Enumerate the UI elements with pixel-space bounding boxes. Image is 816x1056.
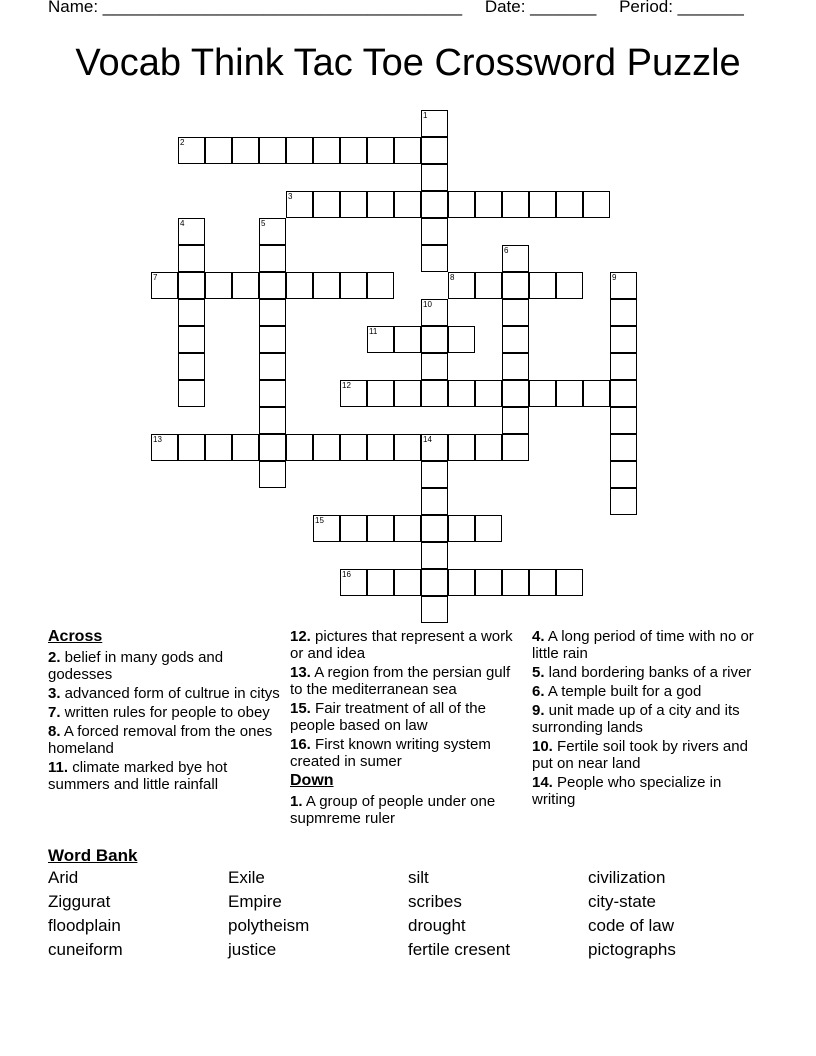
cell-number: 10 xyxy=(423,300,432,309)
clue-item xyxy=(532,774,764,808)
clue-text: A forced removal from the ones homeland xyxy=(48,723,273,757)
clue-item xyxy=(48,685,280,702)
crossword-cell[interactable] xyxy=(340,515,367,542)
cell-number: 2 xyxy=(180,138,185,147)
crossword-cell[interactable] xyxy=(367,326,394,353)
crossword-cell[interactable] xyxy=(340,380,367,407)
clue-item xyxy=(290,664,522,698)
crossword-cell[interactable] xyxy=(421,515,448,542)
crossword-cell[interactable] xyxy=(232,137,259,164)
crossword-cell[interactable] xyxy=(475,191,502,218)
clue-item xyxy=(290,628,522,662)
crossword-cell[interactable] xyxy=(556,272,583,299)
crossword-cell[interactable] xyxy=(502,434,529,461)
crossword-cell[interactable] xyxy=(610,380,637,407)
clue-number: 2. xyxy=(48,649,61,666)
page-title: Vocab Think Tac Toe Crossword Puzzle xyxy=(75,42,741,84)
crossword-cell[interactable] xyxy=(610,461,637,488)
crossword-cell[interactable] xyxy=(394,515,421,542)
clue-text: A group of people under one supmreme ruler xyxy=(290,793,496,827)
clue-text: land bordering banks of a river xyxy=(544,664,752,681)
crossword-cell[interactable] xyxy=(448,569,475,596)
clue-number: 15. xyxy=(290,700,311,717)
crossword-cell[interactable] xyxy=(556,380,583,407)
crossword-cell[interactable] xyxy=(448,515,475,542)
crossword-cell[interactable] xyxy=(151,272,178,299)
word-bank-item: floodplain xyxy=(48,916,121,935)
clue-text: First known writing system created in sumer xyxy=(290,736,491,770)
clue-text: written rules for people to obey xyxy=(60,704,270,721)
crossword-cell[interactable] xyxy=(421,434,448,461)
crossword-cell[interactable] xyxy=(232,434,259,461)
crossword-cell[interactable] xyxy=(583,380,610,407)
word-bank-item: silt xyxy=(408,868,429,887)
clue-item xyxy=(48,704,280,721)
crossword-cell[interactable] xyxy=(421,245,448,272)
crossword-cell[interactable] xyxy=(313,191,340,218)
clue-item xyxy=(290,736,522,770)
crossword-cell[interactable] xyxy=(421,461,448,488)
clue-text: pictures that represent a work or and idea xyxy=(290,628,513,662)
clue-number: 14. xyxy=(532,774,553,791)
crossword-cell[interactable] xyxy=(394,137,421,164)
crossword-cell[interactable] xyxy=(421,164,448,191)
crossword-cell[interactable] xyxy=(313,515,340,542)
crossword-cell[interactable] xyxy=(502,569,529,596)
word-bank-item: Arid xyxy=(48,868,79,887)
crossword-cell[interactable] xyxy=(367,569,394,596)
crossword-cell[interactable] xyxy=(286,137,313,164)
clue-text: A long period of time with no or little rain xyxy=(532,628,754,662)
word-bank-item: Ziggurat xyxy=(48,892,111,911)
crossword-cell[interactable] xyxy=(502,245,529,272)
cell-number: 11 xyxy=(369,327,378,336)
crossword-cell[interactable] xyxy=(259,218,286,245)
cell-number: 1 xyxy=(423,111,428,120)
crossword-cell[interactable] xyxy=(556,569,583,596)
crossword-cell[interactable] xyxy=(178,137,205,164)
clue-item xyxy=(48,723,280,757)
clue-number: 7. xyxy=(48,704,61,721)
crossword-cell[interactable] xyxy=(178,218,205,245)
clue-item xyxy=(48,759,280,793)
crossword-cell[interactable] xyxy=(178,245,205,272)
cell-number: 14 xyxy=(423,435,432,444)
crossword-cell[interactable] xyxy=(448,191,475,218)
cell-number: 15 xyxy=(315,516,324,525)
crossword-cell[interactable] xyxy=(178,353,205,380)
cell-number: 5 xyxy=(261,219,266,228)
clue-number: 1. xyxy=(290,793,303,810)
cell-number: 9 xyxy=(612,273,617,282)
crossword-cell[interactable] xyxy=(529,272,556,299)
word-bank-item: pictographs xyxy=(588,940,676,959)
crossword-cell[interactable] xyxy=(313,137,340,164)
across-heading: Across xyxy=(48,628,103,645)
word-bank-item: Empire xyxy=(228,892,282,911)
clue-item xyxy=(532,702,764,736)
crossword-cell[interactable] xyxy=(529,569,556,596)
crossword-cell[interactable] xyxy=(583,191,610,218)
cell-number: 6 xyxy=(504,246,509,255)
crossword-cell[interactable] xyxy=(205,272,232,299)
date-field[interactable]: Date: _______ xyxy=(484,0,597,16)
crossword-cell[interactable] xyxy=(286,272,313,299)
crossword-cell[interactable] xyxy=(529,380,556,407)
clue-item xyxy=(290,793,522,827)
crossword-cell[interactable] xyxy=(367,434,394,461)
crossword-cell[interactable] xyxy=(475,434,502,461)
clues-column-3 xyxy=(532,628,764,810)
period-field[interactable]: Period: _______ xyxy=(619,0,744,16)
crossword-cell[interactable] xyxy=(502,380,529,407)
clue-number: 16. xyxy=(290,736,311,753)
crossword-cell[interactable] xyxy=(394,434,421,461)
word-bank-item: polytheism xyxy=(228,916,310,935)
cell-number: 7 xyxy=(153,273,158,282)
crossword-cell[interactable] xyxy=(178,380,205,407)
down-heading: Down xyxy=(290,772,334,789)
word-bank-item: fertile cresent xyxy=(408,940,511,959)
crossword-cell[interactable] xyxy=(259,245,286,272)
crossword-cell[interactable] xyxy=(421,488,448,515)
crossword-cell[interactable] xyxy=(556,191,583,218)
crossword-cell[interactable] xyxy=(502,272,529,299)
clue-number: 5. xyxy=(532,664,545,681)
crossword-cell[interactable] xyxy=(475,272,502,299)
cell-number: 12 xyxy=(342,381,351,390)
crossword-cell[interactable] xyxy=(448,434,475,461)
cell-number: 13 xyxy=(153,435,162,444)
crossword-cell[interactable] xyxy=(502,353,529,380)
crossword-cell[interactable] xyxy=(448,380,475,407)
crossword-cell[interactable] xyxy=(421,137,448,164)
clue-item xyxy=(290,700,522,734)
clue-number: 3. xyxy=(48,685,61,702)
clue-text: Fertile soil took by rivers and put on near land xyxy=(532,738,748,772)
clue-text: unit made up of a city and its surronding lands xyxy=(532,702,740,736)
crossword-cell[interactable] xyxy=(340,137,367,164)
clue-item xyxy=(532,628,764,662)
crossword-cell[interactable] xyxy=(610,353,637,380)
clue-item xyxy=(532,664,764,681)
crossword-cell[interactable] xyxy=(286,191,313,218)
clue-item xyxy=(532,683,764,700)
crossword-cell[interactable] xyxy=(259,407,286,434)
word-bank-item: Exile xyxy=(228,868,265,887)
word-bank-item: civilization xyxy=(588,868,666,887)
clue-number: 11. xyxy=(48,759,69,776)
crossword-cell[interactable] xyxy=(313,434,340,461)
clue-text: belief in many gods and godesses xyxy=(48,649,224,683)
crossword-cell[interactable] xyxy=(367,191,394,218)
crossword-cell[interactable] xyxy=(259,461,286,488)
crossword-cell[interactable] xyxy=(259,137,286,164)
crossword-cell[interactable] xyxy=(205,137,232,164)
crossword-cell[interactable] xyxy=(475,515,502,542)
crossword-cell[interactable] xyxy=(421,353,448,380)
crossword-cell[interactable] xyxy=(448,326,475,353)
clue-text: climate marked bye hot summers and little rainfall xyxy=(48,759,228,793)
crossword-cell[interactable] xyxy=(394,326,421,353)
crossword-cell[interactable] xyxy=(340,272,367,299)
crossword-cell[interactable] xyxy=(502,191,529,218)
crossword-cell[interactable] xyxy=(421,596,448,623)
cell-number: 16 xyxy=(342,570,351,579)
clues-column-2 xyxy=(290,628,522,829)
crossword-cell[interactable] xyxy=(421,191,448,218)
cell-number: 4 xyxy=(180,219,185,228)
crossword-cell[interactable] xyxy=(610,407,637,434)
crossword-cell[interactable] xyxy=(394,380,421,407)
crossword-cell[interactable] xyxy=(502,299,529,326)
name-field[interactable]: Name: ______________________________________ xyxy=(48,0,463,16)
crossword-cell[interactable] xyxy=(367,515,394,542)
clue-text: A region from the persian gulf to the mediterranean sea xyxy=(290,664,511,698)
crossword-cell[interactable] xyxy=(475,380,502,407)
clue-number: 6. xyxy=(532,683,545,700)
crossword-cell[interactable] xyxy=(340,569,367,596)
crossword-cell[interactable] xyxy=(259,272,286,299)
crossword-cell[interactable] xyxy=(259,353,286,380)
crossword-cell[interactable] xyxy=(178,434,205,461)
cell-number: 3 xyxy=(288,192,293,201)
crossword-cell[interactable] xyxy=(394,569,421,596)
crossword-cell[interactable] xyxy=(421,218,448,245)
word-bank-item: city-state xyxy=(588,892,657,911)
crossword-cell[interactable] xyxy=(259,380,286,407)
crossword-cell[interactable] xyxy=(232,272,259,299)
word-bank-title: Word Bank xyxy=(48,846,138,865)
clue-text: People who specialize in writing xyxy=(532,774,722,808)
word-bank xyxy=(48,868,788,960)
crossword-cell[interactable] xyxy=(367,272,394,299)
crossword-cell[interactable] xyxy=(178,272,205,299)
crossword-cell[interactable] xyxy=(151,434,178,461)
clue-number: 12. xyxy=(290,628,311,645)
crossword-cell[interactable] xyxy=(475,569,502,596)
cell-number: 8 xyxy=(450,273,455,282)
crossword-cell[interactable] xyxy=(205,434,232,461)
clue-item xyxy=(48,649,280,683)
crossword-cell[interactable] xyxy=(340,434,367,461)
crossword-cell[interactable] xyxy=(286,434,313,461)
word-bank-item: cuneiform xyxy=(48,940,123,959)
crossword-cell[interactable] xyxy=(313,272,340,299)
crossword-cell[interactable] xyxy=(421,299,448,326)
crossword-cell[interactable] xyxy=(421,569,448,596)
crossword-cell[interactable] xyxy=(610,272,637,299)
clue-number: 9. xyxy=(532,702,545,719)
word-bank-item: code of law xyxy=(588,916,674,935)
crossword-cell[interactable] xyxy=(394,191,421,218)
crossword-cell[interactable] xyxy=(367,137,394,164)
clue-number: 13. xyxy=(290,664,311,681)
crossword-cell[interactable] xyxy=(448,272,475,299)
crossword-cell[interactable] xyxy=(610,299,637,326)
crossword-cell[interactable] xyxy=(610,434,637,461)
crossword-cell[interactable] xyxy=(178,326,205,353)
clues-column-1 xyxy=(48,628,280,795)
clue-item xyxy=(532,738,764,772)
clue-number: 10. xyxy=(532,738,553,755)
clue-number: 4. xyxy=(532,628,545,645)
crossword-cell[interactable] xyxy=(502,326,529,353)
clue-text: A temple built for a god xyxy=(544,683,702,700)
clue-text: advanced form of cultrue in citys xyxy=(60,685,280,702)
word-bank-item: scribes xyxy=(408,892,462,911)
crossword-cell[interactable] xyxy=(259,299,286,326)
crossword-cell[interactable] xyxy=(259,326,286,353)
crossword-cell[interactable] xyxy=(421,326,448,353)
crossword-cell[interactable] xyxy=(178,299,205,326)
crossword-cell[interactable] xyxy=(502,407,529,434)
crossword-cell[interactable] xyxy=(421,380,448,407)
crossword-cell[interactable] xyxy=(529,191,556,218)
crossword-cell[interactable] xyxy=(610,488,637,515)
word-bank-item: justice xyxy=(228,940,277,959)
clue-number: 8. xyxy=(48,723,61,740)
crossword-cell[interactable] xyxy=(367,380,394,407)
word-bank-item: drought xyxy=(408,916,466,935)
crossword-cell[interactable] xyxy=(259,434,286,461)
crossword-cell[interactable] xyxy=(421,542,448,569)
crossword-cell[interactable] xyxy=(421,110,448,137)
clue-text: Fair treatment of all of the people based on law xyxy=(290,700,486,734)
crossword-cell[interactable] xyxy=(340,191,367,218)
crossword-cell[interactable] xyxy=(610,326,637,353)
